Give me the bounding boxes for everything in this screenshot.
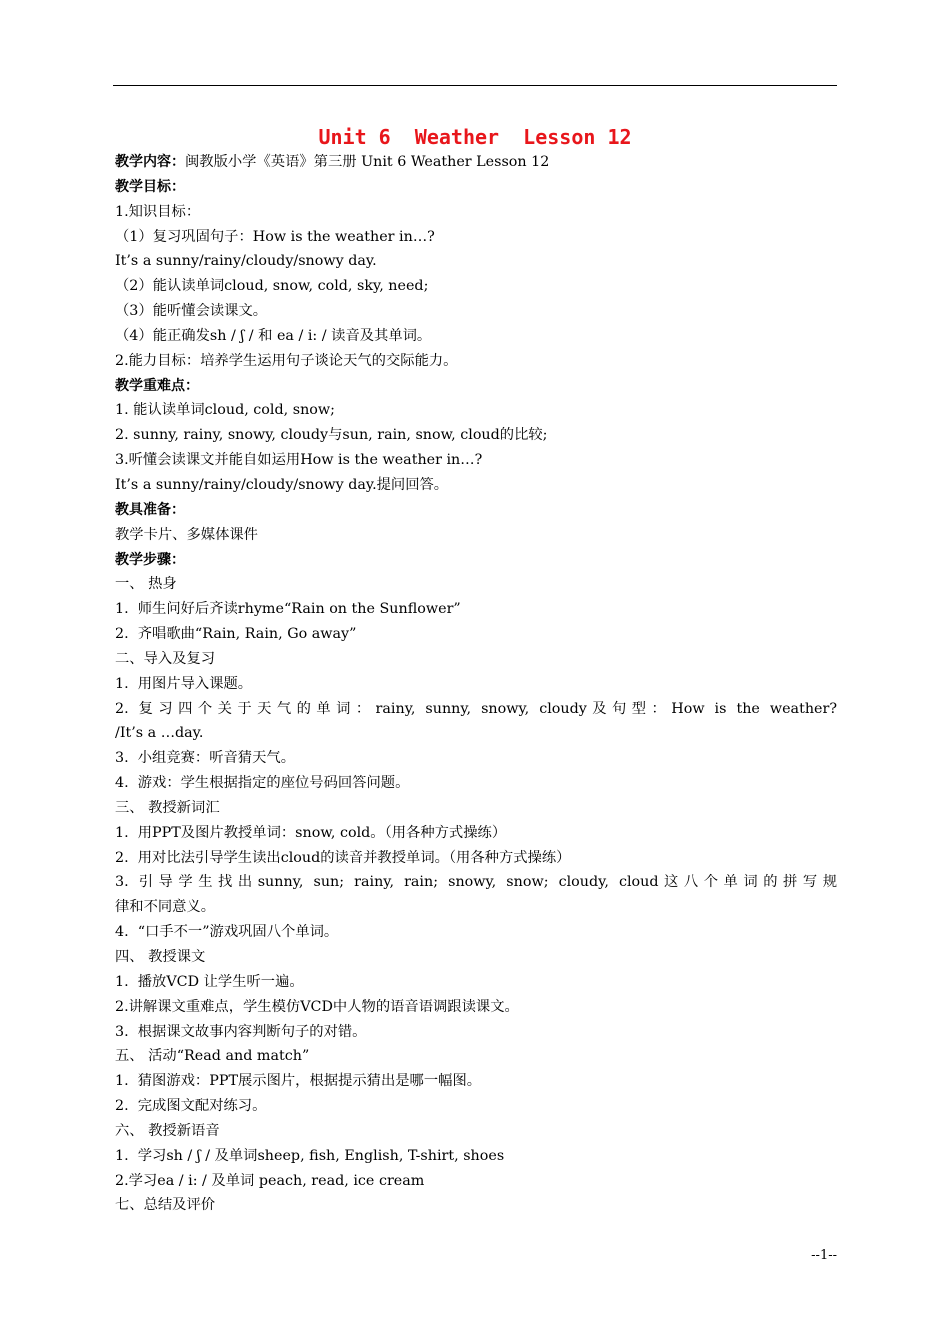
text-line — [115, 150, 837, 175]
text-line: 3. 小组竞赛：听音猜天气。 — [115, 750, 295, 767]
text-line: 3. 引导学生找出sunny, sun; rainy, rain; snowy, snow; cloudy, cloud这八个单词的拼写规 — [115, 874, 837, 891]
text-line: 2. sunny, rainy, snowy, cloudy与sun, rain, snow, cloud的比较; — [115, 427, 548, 444]
text-line: （2）能认读单词cloud, snow, cold, sky, need; — [115, 278, 429, 295]
text-line: 1. 用PPT及图片教授单词：snow, cold。（用各种方式操练） — [115, 824, 507, 841]
text-line: （4）能正确发sh / ʃ / 和 ea / i: / 读音及其单词。 — [115, 327, 432, 344]
text-line: 1. 学习sh / ʃ / 及单词sheep, fish, English, T-shirt, shoes — [115, 1147, 505, 1164]
lesson-title: Unit 6 Weather Lesson 12 — [318, 125, 632, 149]
text-line: 2.能力目标：培养学生运用句子谈论天气的交际能力。 — [115, 352, 458, 369]
text-line: 七、总结及评价 — [115, 1197, 216, 1214]
text-line: 四、 教授课文 — [115, 949, 206, 965]
text-line: 2.讲解课文重难点，学生模仿VCD中人物的语音语调跟读课文。 — [115, 998, 519, 1015]
text-line: 3.听懂会读课文并能自如运用How is the weather in…? — [115, 452, 483, 469]
text-line: 2. 完成图文配对练习。 — [115, 1098, 267, 1115]
section-heading: 教学重难点： — [115, 377, 199, 394]
text-line: 1. 播放VCD 让学生听一遍。 — [115, 973, 304, 990]
text-line: 1.知识目标： — [115, 203, 201, 220]
text-line: It’s a sunny/rainy/cloudy/snowy day. — [115, 253, 377, 270]
text-line: （3）能听懂会读课文。 — [115, 303, 268, 320]
inline-label: 教学内容： — [115, 154, 185, 170]
page-number: --1-- — [811, 1248, 837, 1263]
text-line: 1. 猜图游戏：PPT展示图片，根据提示猜出是哪一幅图。 — [115, 1073, 482, 1090]
text-line: 2. 齐唱歌曲“Rain, Rain, Go away” — [115, 626, 357, 643]
text-line: /It’s a …day. — [115, 725, 204, 742]
text-line: 三、 教授新词汇 — [115, 799, 220, 816]
lesson-plan-body — [115, 150, 837, 1218]
text-line: 1. 用图片导入课题。 — [115, 675, 253, 692]
text-line: 律和不同意义。 — [115, 899, 216, 916]
text-line: 五、 活动“Read and match” — [115, 1048, 310, 1065]
text-line: It’s a sunny/rainy/cloudy/snowy day.提问回答。 — [115, 476, 449, 493]
text-line: 一、 热身 — [115, 576, 177, 593]
section-heading: 教具准备： — [115, 501, 185, 518]
text-line: 六、 教授新语音 — [115, 1122, 220, 1139]
text-line: 3. 根据课文故事内容判断句子的对错。 — [115, 1023, 367, 1040]
inline-text: 闽教版小学《英语》第三册 Unit 6 Weather Lesson 12 — [185, 154, 550, 170]
text-line: 2. 复习四个关于天气的单词：rainy, sunny, snowy, cloudy及句型：How is the weather? — [115, 700, 837, 717]
text-line: 教学卡片、多媒体课件 — [115, 526, 258, 543]
section-heading: 教学步骤： — [115, 551, 185, 568]
text-line: 2.学习ea / i: / 及单词 peach, read, ice cream — [115, 1172, 425, 1189]
section-heading: 教学目标： — [115, 178, 185, 195]
text-line: 2. 用对比法引导学生读出cloud的读音并教授单词。（用各种方式操练） — [115, 849, 571, 866]
text-line: 1. 师生问好后齐读rhyme“Rain on the Sunflower” — [115, 601, 461, 618]
text-line: 4. 游戏：学生根据指定的座位号码回答问题。 — [115, 775, 410, 792]
text-line: 1. 能认读单词cloud, cold, snow; — [115, 402, 335, 419]
text-line: 4. “口手不一”游戏巩固八个单词。 — [115, 924, 339, 941]
text-line: （1）复习巩固句子：How is the weather in…? — [115, 228, 435, 245]
header-rule — [113, 85, 837, 86]
text-line: 二、导入及复习 — [115, 650, 216, 667]
